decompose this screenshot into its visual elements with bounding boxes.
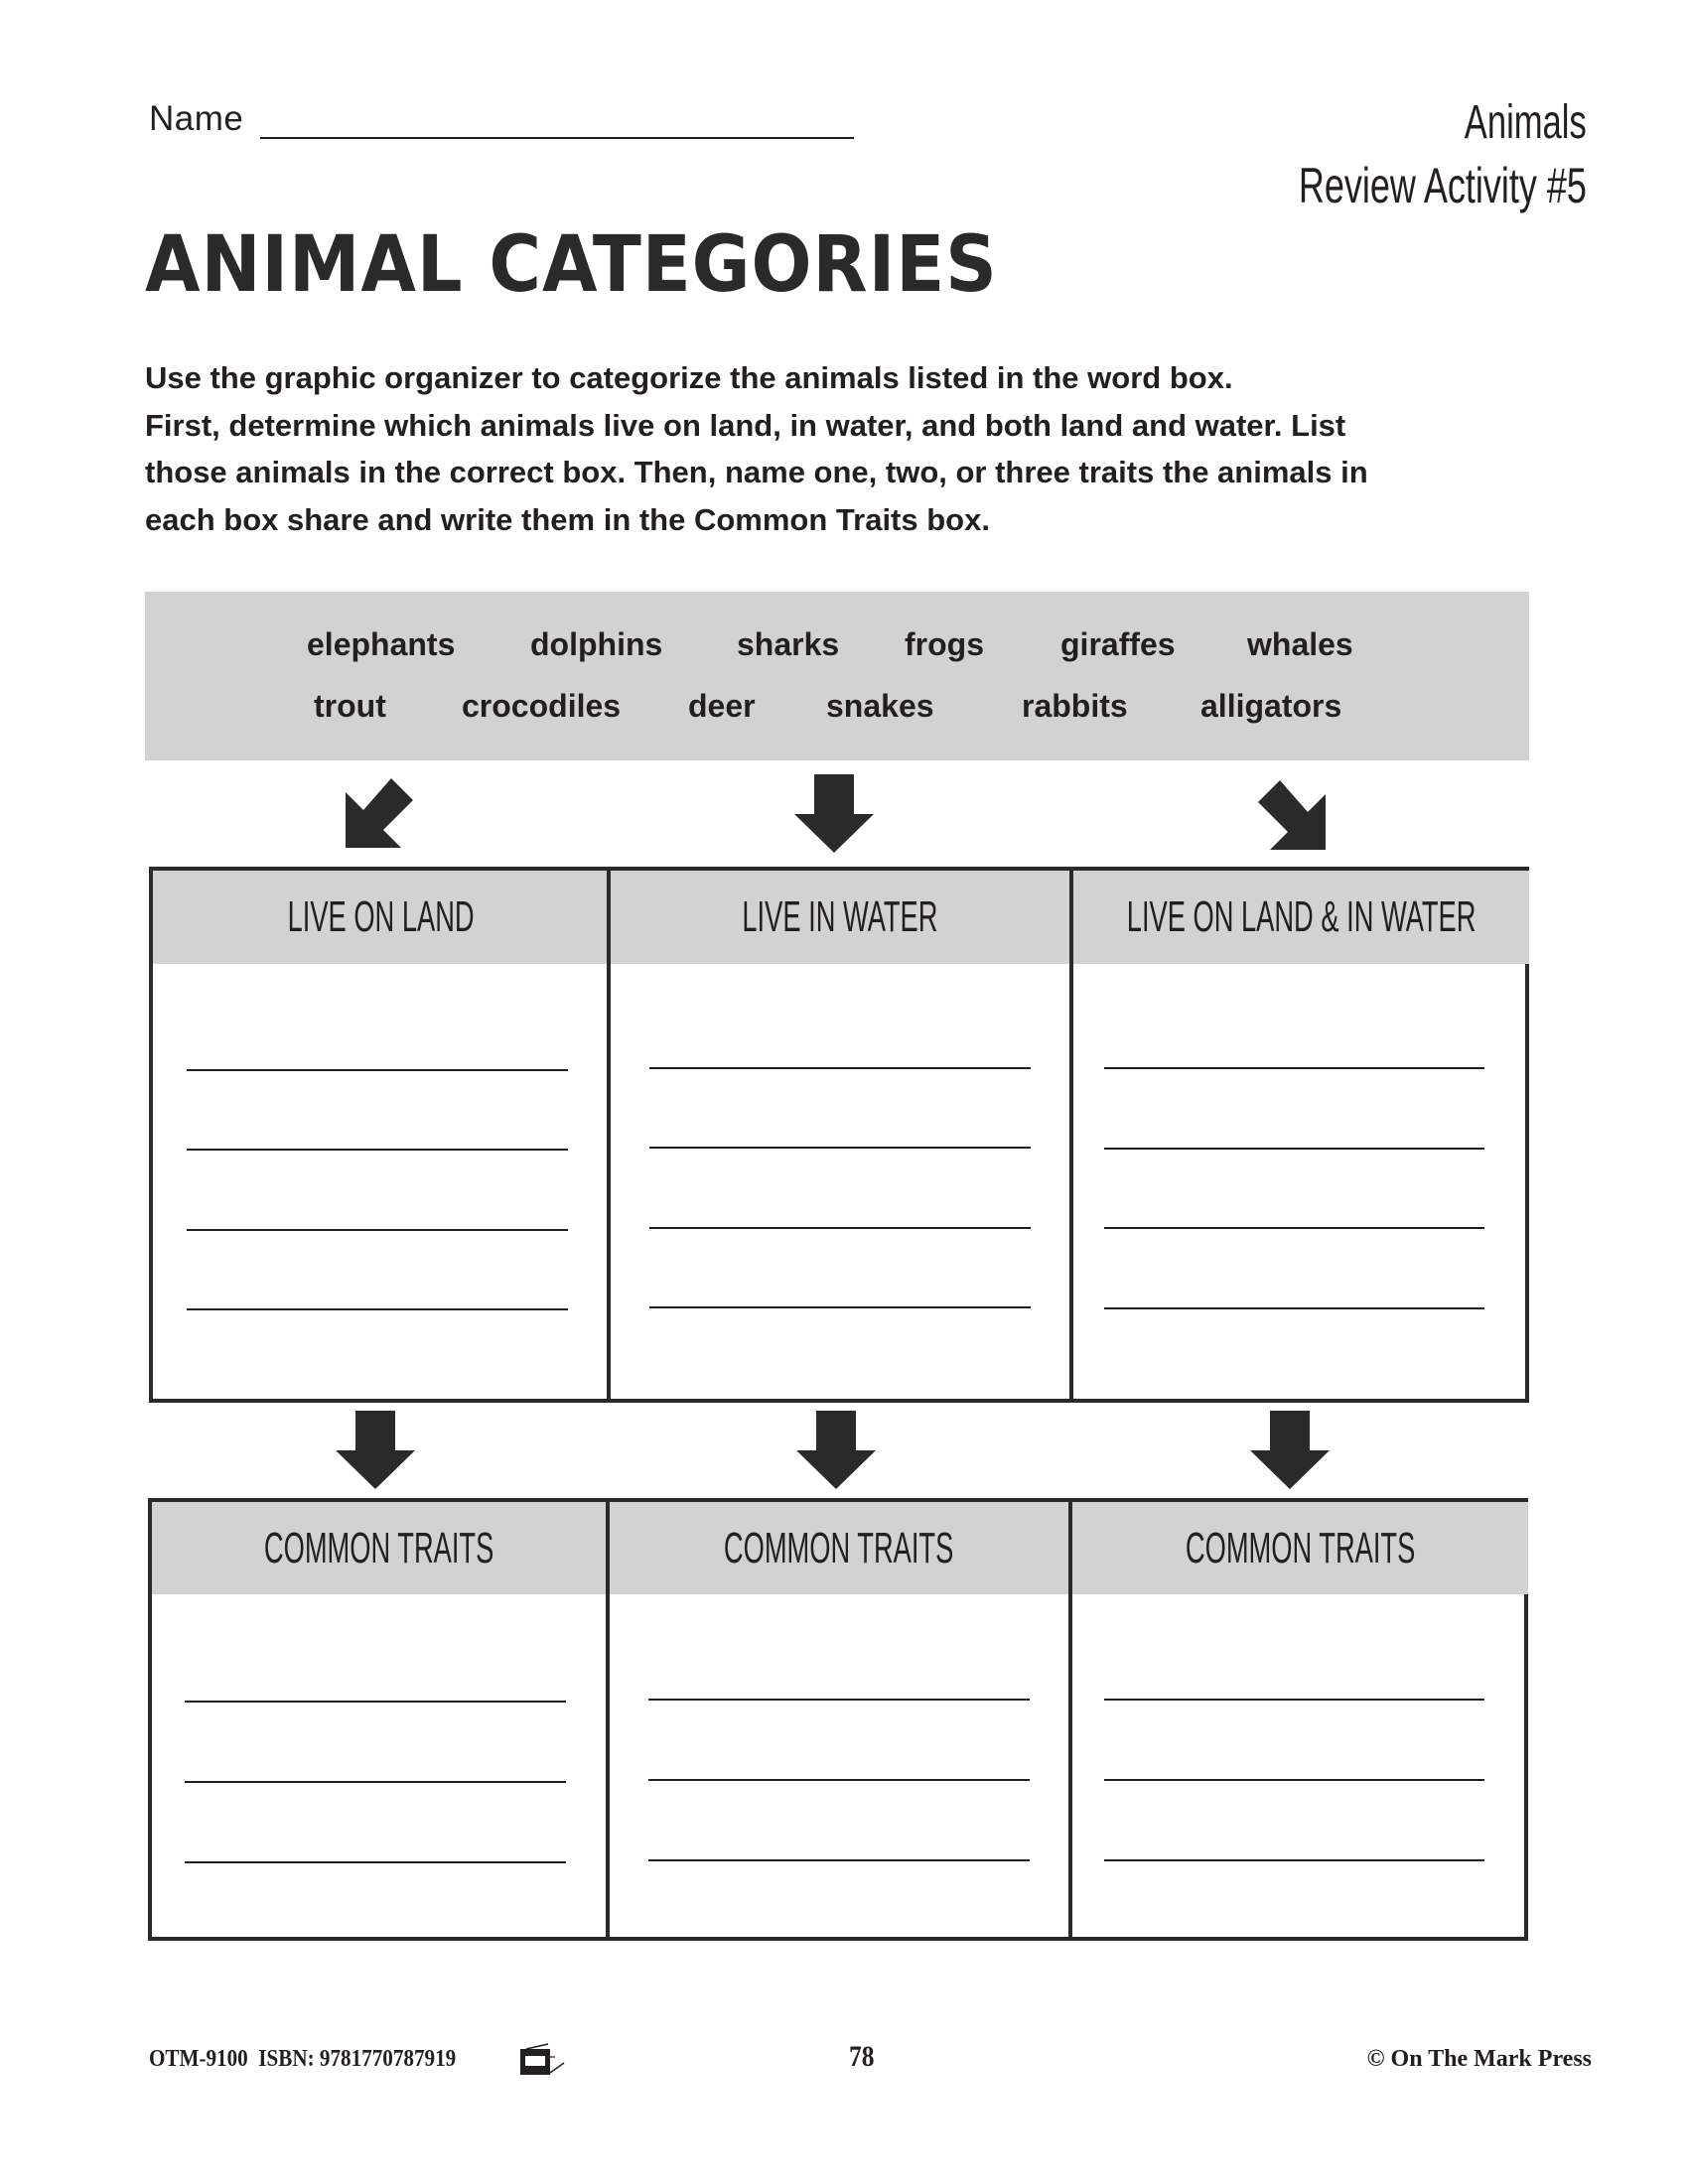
word-elephants: elephants bbox=[307, 626, 456, 662]
answer-line[interactable] bbox=[1104, 1779, 1484, 1781]
title-word-1: ANIMAL bbox=[145, 220, 464, 310]
column-traits-both bbox=[1072, 1502, 1528, 1937]
word-deer: deer bbox=[688, 688, 756, 724]
answer-line[interactable] bbox=[1104, 1067, 1484, 1069]
word-frogs: frogs bbox=[905, 626, 984, 662]
page-number: 78 bbox=[849, 2040, 875, 2073]
product-code: OTM-9100 bbox=[149, 2046, 248, 2072]
answer-line[interactable] bbox=[185, 1701, 566, 1703]
word-sharks: sharks bbox=[737, 626, 840, 662]
photocopier-icon bbox=[520, 2043, 566, 2082]
word-crocodiles: crocodiles bbox=[462, 688, 622, 724]
arrow-down-right-icon bbox=[1254, 778, 1328, 852]
arrow-down-icon bbox=[793, 774, 875, 854]
word-trout: trout bbox=[314, 688, 386, 724]
worksheet-title bbox=[145, 220, 998, 310]
column-live-on-land-and-water bbox=[1073, 871, 1529, 1399]
activity-title: Review Activity #5 bbox=[1298, 158, 1587, 213]
answer-line[interactable] bbox=[187, 1229, 568, 1231]
category-table bbox=[149, 867, 1529, 1403]
column-header: LIVE IN WATER bbox=[611, 871, 1069, 964]
column-header: COMMON TRAITS bbox=[1072, 1502, 1528, 1594]
column-live-on-land bbox=[153, 871, 609, 1399]
answer-line[interactable] bbox=[1104, 1227, 1484, 1229]
word-box bbox=[145, 592, 1529, 760]
name-label: Name bbox=[149, 99, 244, 138]
word-dolphins: dolphins bbox=[530, 626, 663, 662]
arrow-down-icon bbox=[335, 1411, 416, 1490]
column-header: LIVE ON LAND & IN WATER bbox=[1073, 871, 1529, 964]
answer-line[interactable] bbox=[648, 1859, 1030, 1861]
instruction-line: Use the graphic organizer to categorize the animals listed in the word box. bbox=[145, 360, 1233, 395]
answer-line[interactable] bbox=[187, 1308, 568, 1310]
name-input-line[interactable] bbox=[260, 137, 854, 139]
instruction-line: First, determine which animals live on land, in water, and both land and water. List bbox=[145, 407, 1346, 443]
title-word-2: CATEGORIES bbox=[489, 220, 998, 310]
answer-line[interactable] bbox=[1104, 1148, 1484, 1150]
footer-product-info bbox=[149, 2046, 456, 2073]
arrow-down-icon bbox=[795, 1411, 877, 1490]
unit-title: Animals bbox=[1465, 96, 1587, 149]
answer-line[interactable] bbox=[1104, 1859, 1484, 1861]
answer-line[interactable] bbox=[649, 1306, 1031, 1308]
word-rabbits: rabbits bbox=[1022, 688, 1128, 724]
word-whales: whales bbox=[1247, 626, 1353, 662]
word-alligators: alligators bbox=[1200, 688, 1342, 724]
answer-line[interactable] bbox=[187, 1069, 568, 1071]
arrow-down-left-icon bbox=[344, 776, 417, 850]
answer-line[interactable] bbox=[1104, 1307, 1484, 1309]
column-live-in-water bbox=[611, 871, 1069, 1399]
instructions bbox=[145, 354, 1555, 543]
answer-line[interactable] bbox=[649, 1147, 1031, 1149]
copyright: © On The Mark Press bbox=[1366, 2046, 1592, 2072]
traits-table bbox=[148, 1498, 1528, 1941]
word-snakes: snakes bbox=[826, 688, 934, 724]
column-header: COMMON TRAITS bbox=[152, 1502, 607, 1594]
answer-line[interactable] bbox=[185, 1861, 566, 1863]
instruction-line: those animals in the correct box. Then, name one, two, or three traits the animals in bbox=[145, 455, 1368, 489]
answer-line[interactable] bbox=[185, 1781, 566, 1783]
answer-line[interactable] bbox=[187, 1149, 568, 1151]
answer-line[interactable] bbox=[649, 1067, 1031, 1069]
isbn: ISBN: 9781770787919 bbox=[258, 2046, 457, 2072]
answer-line[interactable] bbox=[648, 1779, 1030, 1781]
arrow-down-icon bbox=[1249, 1411, 1331, 1490]
answer-line[interactable] bbox=[649, 1227, 1031, 1229]
answer-line[interactable] bbox=[648, 1699, 1030, 1701]
answer-line[interactable] bbox=[1104, 1699, 1484, 1701]
column-traits-water bbox=[610, 1502, 1068, 1937]
column-header: LIVE ON LAND bbox=[153, 871, 609, 964]
column-header: COMMON TRAITS bbox=[610, 1502, 1068, 1594]
instruction-line: each box share and write them in the Common Traits box. bbox=[145, 501, 990, 537]
word-giraffes: giraffes bbox=[1060, 626, 1176, 662]
column-traits-land bbox=[152, 1502, 607, 1937]
